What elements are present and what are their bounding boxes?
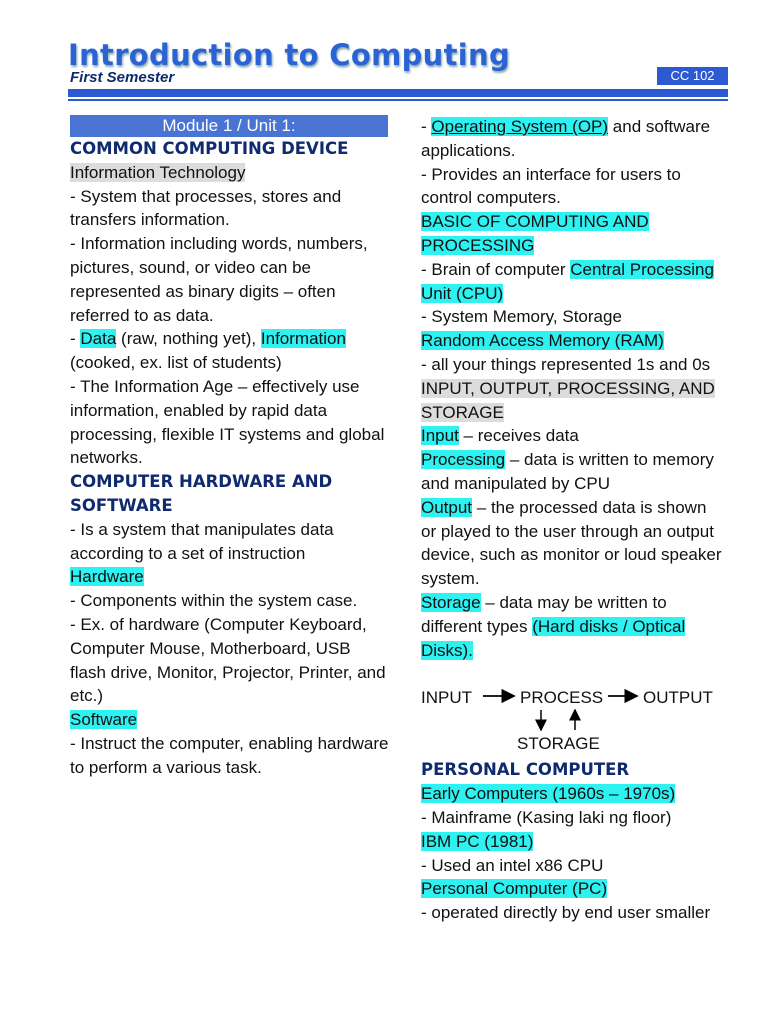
- flow-process-label: PROCESS: [520, 688, 604, 708]
- term-ram: Random Access Memory (RAM): [421, 331, 664, 351]
- flow-storage-label: STORAGE: [517, 734, 600, 754]
- paragraph: - all your things represented 1s and 0s: [421, 354, 711, 374]
- term-hardware: Hardware: [70, 567, 144, 587]
- right-column: [421, 115, 726, 925]
- paragraph: - Provides an interface for users to control computers.: [421, 164, 681, 208]
- paragraph: - The Information Age – effectively use information, enabled by rapid data processing, flexible IT systems and global networks.: [70, 376, 385, 468]
- term-software: Software: [70, 710, 138, 730]
- semester-label: First Semester: [70, 69, 175, 86]
- paragraph: - Information including words, numbers, pictures, sound, or video can be represented as binary digits – often referred to as data.: [70, 234, 368, 325]
- term-ibm-pc: IBM PC (1981): [421, 831, 534, 851]
- term-storage: Storage: [421, 592, 481, 612]
- subheading-it: Information Technology: [70, 162, 246, 182]
- term-data: Data: [80, 329, 117, 349]
- flow-output-label: OUTPUT: [643, 688, 713, 708]
- term-input: Input: [421, 426, 459, 446]
- section-heading: COMPUTER HARDWARE AND SOFTWARE: [70, 472, 333, 515]
- document-title: Introduction to Computing: [68, 38, 511, 72]
- paragraph: - System that processes, stores and transfers information.: [70, 186, 342, 230]
- subheading-basic-computing: BASIC OF COMPUTING AND PROCESSING: [421, 212, 649, 255]
- paragraph: - Components within the system case.: [70, 591, 358, 611]
- header-rule-thin: [68, 99, 728, 101]
- left-column: [70, 115, 390, 780]
- paragraph: - operated directly by end user smaller: [421, 903, 711, 923]
- term-operating-system: Operating System (OP): [431, 117, 609, 136]
- storage-types: (Hard disks / Optical Disks).: [421, 616, 686, 660]
- term-cpu: Central Processing Unit (CPU): [421, 259, 714, 303]
- paragraph: - Used an intel x86 CPU: [421, 855, 604, 875]
- paragraph: - Brain of computer Central Processing Unit (CPU): [421, 259, 714, 303]
- module-banner: Module 1 / Unit 1:: [70, 115, 388, 137]
- term-output: Output: [421, 497, 473, 517]
- paragraph: - System Memory, Storage: [421, 307, 622, 327]
- subheading-iops: INPUT, OUTPUT, PROCESSING, AND STORAGE: [421, 378, 715, 422]
- header-rule-thick: [68, 89, 728, 97]
- ipo-flow-diagram: [421, 686, 726, 758]
- paragraph: - Is a system that manipulates data according to a set of instruction: [70, 519, 334, 563]
- paragraph: Output – the processed data is shown or played to the user through an output device, such as monitor or loud speaker system.: [421, 497, 722, 589]
- term-information: Information: [260, 329, 346, 349]
- paragraph: - Mainframe (Kasing laki ng floor): [421, 807, 672, 827]
- paragraph: - Operating System (OP) and software applications.: [421, 117, 711, 160]
- term-processing: Processing: [421, 450, 506, 470]
- course-code-badge: CC 102: [657, 67, 728, 85]
- section-heading: COMMON COMPUTING DEVICE: [70, 139, 349, 158]
- section-heading: PERSONAL COMPUTER: [421, 760, 630, 780]
- paragraph: Processing – data is written to memory and manipulated by CPU: [421, 450, 714, 493]
- paragraph: - Instruct the computer, enabling hardware to perform a various task.: [70, 733, 389, 777]
- paragraph: Input – receives data: [421, 426, 579, 446]
- paragraph: Storage – data may be written to different types (Hard disks / Optical Disks).: [421, 592, 686, 660]
- term-personal-computer: Personal Computer (PC): [421, 879, 608, 899]
- paragraph: - Data (raw, nothing yet), Information (cooked, ex. list of students): [70, 329, 346, 373]
- paragraph: - Ex. of hardware (Computer Keyboard, Computer Mouse, Motherboard, USB flash drive, Monitor, Projector, Printer, and etc.): [70, 614, 386, 706]
- flow-input-label: INPUT: [421, 688, 472, 708]
- term-early-computers: Early Computers (1960s – 1970s): [421, 784, 676, 804]
